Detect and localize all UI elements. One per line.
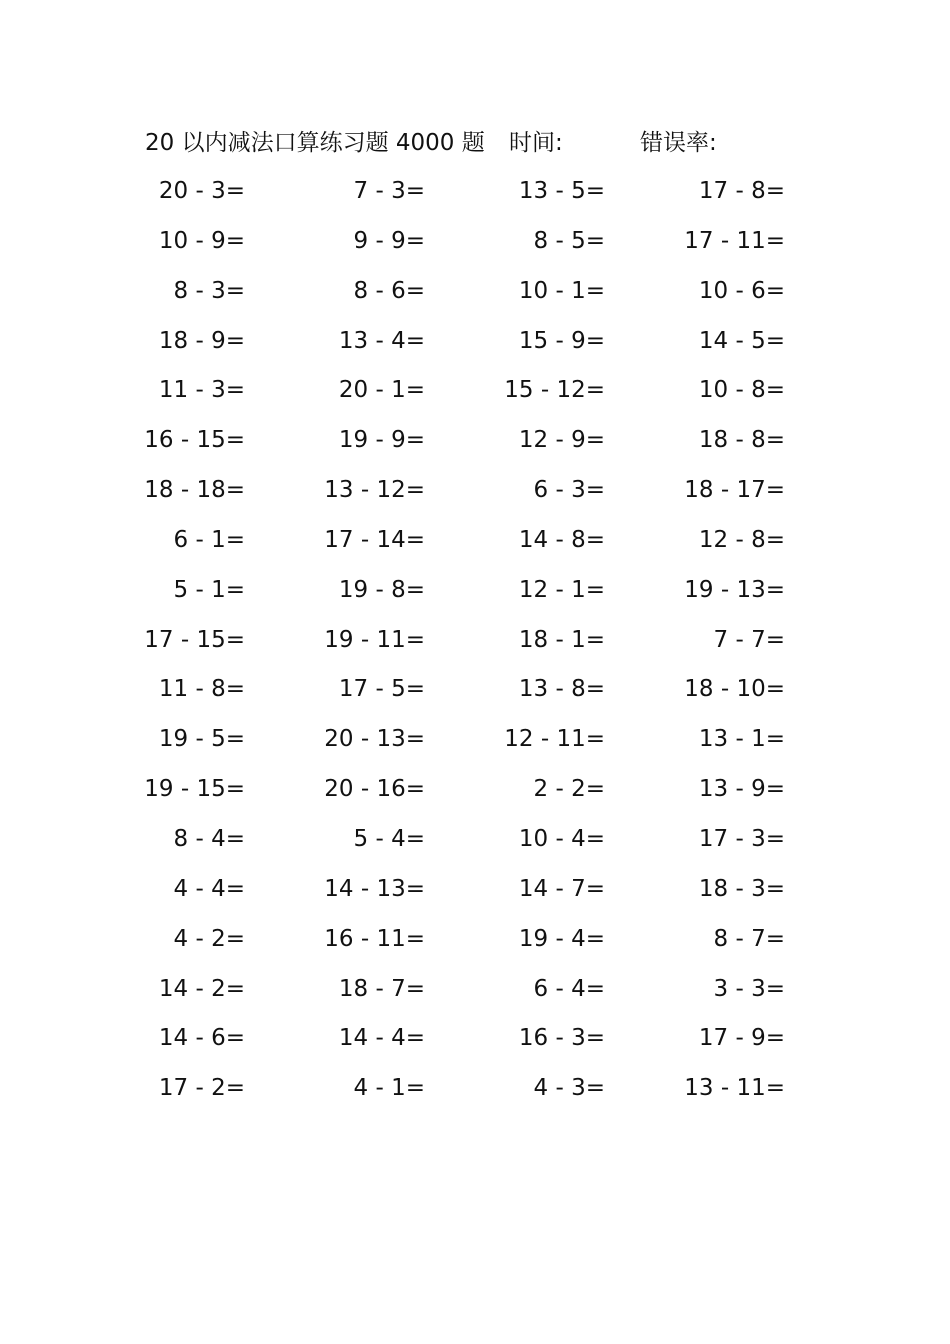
problem-item: 13 - 9=	[698, 776, 785, 803]
problem-item: 14 - 8=	[518, 526, 605, 553]
problem-item: 17 - 14=	[324, 526, 425, 553]
problem-item: 13 - 11=	[684, 1075, 785, 1102]
problem-item: 18 - 7=	[338, 975, 425, 1002]
problem-item: 12 - 9=	[518, 427, 605, 454]
problem-item: 8 - 3=	[173, 277, 245, 304]
problem-item: 13 - 1=	[698, 726, 785, 753]
problem-item: 10 - 1=	[518, 277, 605, 304]
problem-item: 10 - 9=	[158, 227, 245, 254]
problem-item: 19 - 4=	[518, 925, 605, 952]
problem-item: 13 - 8=	[518, 676, 605, 703]
problem-item: 7 - 7=	[713, 626, 785, 653]
problem-item: 12 - 1=	[518, 576, 605, 603]
problem-item: 19 - 11=	[324, 626, 425, 653]
problem-item: 13 - 4=	[338, 327, 425, 354]
problem-item: 20 - 3=	[158, 178, 245, 204]
problem-item: 17 - 11=	[684, 227, 785, 254]
problem-item: 20 - 1=	[338, 377, 425, 404]
problem-item: 6 - 4=	[533, 975, 605, 1002]
problem-item: 9 - 9=	[353, 227, 425, 254]
problem-item: 14 - 13=	[324, 875, 425, 902]
problem-item: 10 - 8=	[698, 377, 785, 404]
problem-item: 8 - 5=	[533, 227, 605, 254]
problem-item: 19 - 8=	[338, 576, 425, 603]
problem-item: 8 - 7=	[713, 925, 785, 952]
problem-item: 6 - 1=	[173, 526, 245, 553]
problem-item: 17 - 8=	[698, 178, 785, 204]
problem-item: 17 - 2=	[158, 1075, 245, 1102]
problem-item: 13 - 12=	[324, 477, 425, 504]
problem-item: 2 - 2=	[533, 776, 605, 803]
problem-column-2	[250, 172, 425, 1119]
problem-item: 16 - 11=	[324, 925, 425, 952]
problem-column-4	[610, 172, 785, 1119]
problem-item: 19 - 15=	[144, 776, 245, 803]
problem-item: 4 - 2=	[173, 925, 245, 952]
problem-item: 3 - 3=	[713, 975, 785, 1002]
problem-item: 18 - 9=	[158, 327, 245, 354]
problem-item: 8 - 4=	[173, 825, 245, 852]
problem-item: 18 - 10=	[684, 676, 785, 703]
problem-item: 14 - 6=	[158, 1025, 245, 1052]
problem-item: 14 - 2=	[158, 975, 245, 1002]
problem-item: 12 - 8=	[698, 526, 785, 553]
problem-item: 18 - 17=	[684, 477, 785, 504]
problem-item: 19 - 9=	[338, 427, 425, 454]
error-rate-label: 错误率:	[640, 130, 717, 156]
problem-item: 18 - 18=	[144, 477, 245, 504]
problem-item: 17 - 9=	[698, 1025, 785, 1052]
problem-item: 19 - 5=	[158, 726, 245, 753]
problem-item: 18 - 8=	[698, 427, 785, 454]
problem-item: 20 - 16=	[324, 776, 425, 803]
problem-item: 10 - 6=	[698, 277, 785, 304]
problem-item: 15 - 12=	[504, 377, 605, 404]
problem-item: 6 - 3=	[533, 477, 605, 504]
problem-item: 17 - 3=	[698, 825, 785, 852]
problem-item: 5 - 1=	[173, 576, 245, 603]
problem-item: 16 - 3=	[518, 1025, 605, 1052]
problem-item: 7 - 3=	[353, 178, 425, 204]
worksheet-title: 20 以内减法口算练习题 4000 题	[145, 130, 485, 156]
problem-item: 14 - 7=	[518, 875, 605, 902]
problem-item: 17 - 15=	[144, 626, 245, 653]
problem-item: 14 - 5=	[698, 327, 785, 354]
problem-item: 20 - 13=	[324, 726, 425, 753]
time-label: 时间:	[509, 130, 563, 156]
problem-item: 15 - 9=	[518, 327, 605, 354]
problem-item: 8 - 6=	[353, 277, 425, 304]
problem-item: 14 - 4=	[338, 1025, 425, 1052]
problem-item: 4 - 1=	[353, 1075, 425, 1102]
problem-item: 18 - 1=	[518, 626, 605, 653]
problem-item: 4 - 4=	[173, 875, 245, 902]
problem-item: 10 - 4=	[518, 825, 605, 852]
problem-item: 11 - 3=	[158, 377, 245, 404]
problem-item: 13 - 5=	[518, 178, 605, 204]
problem-item: 18 - 3=	[698, 875, 785, 902]
problem-item: 19 - 13=	[684, 576, 785, 603]
problem-item: 17 - 5=	[338, 676, 425, 703]
problem-item: 11 - 8=	[158, 676, 245, 703]
problem-column-1	[70, 172, 245, 1119]
problem-item: 5 - 4=	[353, 825, 425, 852]
problem-item: 4 - 3=	[533, 1075, 605, 1102]
problem-item: 16 - 15=	[144, 427, 245, 454]
problem-column-3	[430, 172, 605, 1119]
problem-item: 12 - 11=	[504, 726, 605, 753]
